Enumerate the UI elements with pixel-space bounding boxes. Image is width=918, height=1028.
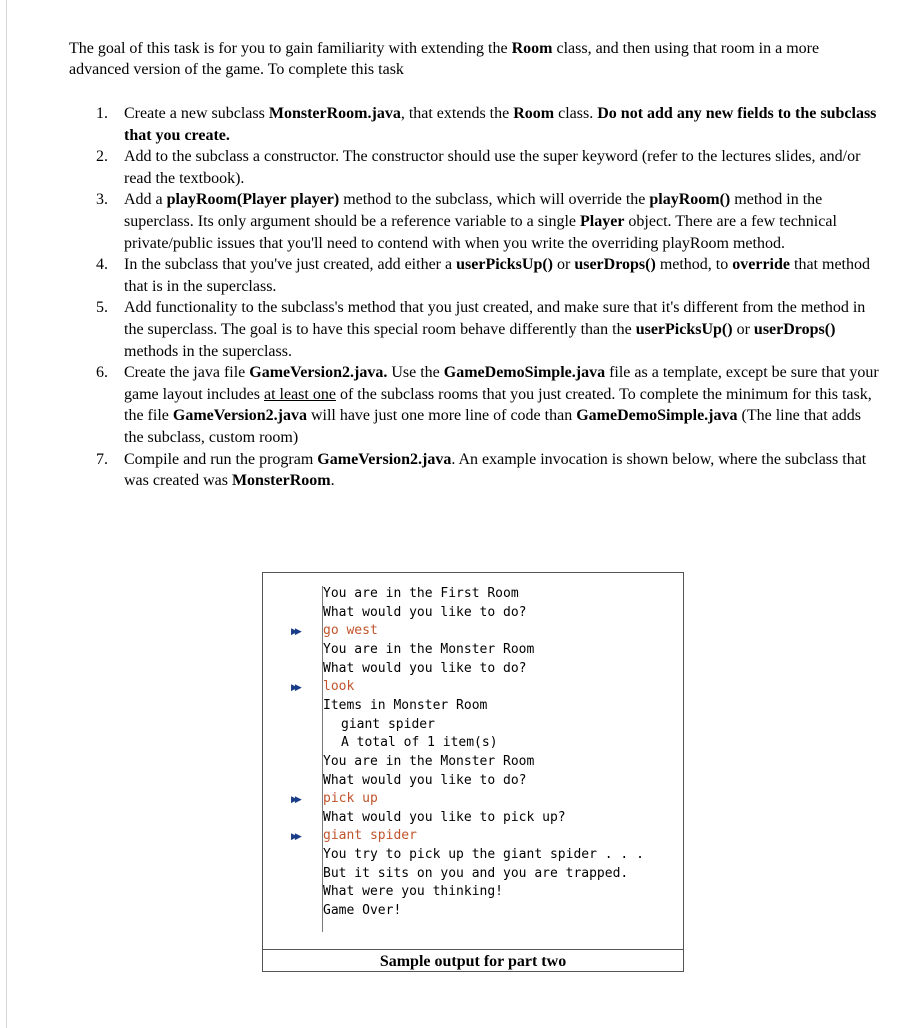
- console-line: What would you like to do?: [323, 772, 527, 788]
- console-line: You are in the First Room: [323, 586, 519, 601]
- page-edge: [6, 0, 7, 1028]
- caption-divider: [263, 949, 683, 950]
- step-number: 4.: [96, 256, 108, 274]
- console-line: What would you like to do?: [323, 660, 527, 676]
- sample-caption: Sample output for part two: [379, 953, 567, 970]
- console-line: What were you thinking!: [323, 884, 504, 900]
- console-line: You are in the Monster Room: [323, 641, 535, 657]
- step-1: 1. Create a new subclass MonsterRoom.java, that extends the Room class. Do not add any new fields to the subclass that you create.: [96, 105, 877, 144]
- step-number: 6.: [96, 364, 108, 382]
- console-user-input: look: [323, 679, 355, 695]
- console-line: What would you like to pick up?: [323, 809, 566, 825]
- intro-paragraph: The goal of this task is for you to gain familiarity with extending the Room class, and then using that room in a more advanced version of the game. To complete this task: [69, 40, 820, 78]
- step-6: 6. Create the java file GameVersion2.java. Use the GameDemoSimple.java file as a template, except be sure that your game layout includes at least one of the subclass rooms that you just created. To complete the minimum for this task, the file GameVersion2.java will have just one more line of code than GameDemoSimple.java (The line that adds the subclass, custom room): [96, 364, 879, 446]
- console-user-input: go west: [323, 623, 378, 639]
- console-line: You try to pick up the giant spider . . .: [323, 847, 644, 863]
- console-line: But it sits on you and you are trapped.: [323, 865, 629, 881]
- input-arrow-icon: ▶▶: [291, 682, 299, 693]
- console-line: Game Over!: [323, 903, 402, 919]
- console-user-input: giant spider: [323, 828, 417, 844]
- console-user-input: pick up: [323, 791, 378, 807]
- step-2: 2. Add to the subclass a constructor. The constructor should use the super keyword (refer to the lectures slides, and/or read the textbook).: [96, 148, 861, 187]
- input-arrow-icon: ▶▶: [291, 794, 299, 805]
- console-line: What would you like to do?: [323, 604, 527, 620]
- step-3: 3. Add a playRoom(Player player) method to the subclass, which will override the playRoom() method in the superclass. Its only argument should be a reference variable to a single Player object. There are a few technical private/public issues that you'll need to contend with when you write the overriding playRoom method.: [96, 191, 837, 252]
- step-number: 7.: [96, 450, 108, 468]
- input-arrow-icon: ▶▶: [291, 831, 299, 842]
- input-arrow-icon: ▶▶: [291, 626, 299, 637]
- step-4: 4. In the subclass that you've just created, add either a userPicksUp() or userDrops() method, to override that method that is in the superclass.: [96, 256, 870, 295]
- step-number: 1.: [96, 105, 108, 122]
- step-number: 5.: [96, 299, 108, 317]
- console-line: giant spider: [341, 716, 435, 732]
- sample-output-box: [262, 572, 684, 972]
- console-line: A total of 1 item(s): [341, 735, 498, 751]
- step-number: 2.: [96, 148, 108, 166]
- step-7: 7. Compile and run the program GameVersion2.java. An example invocation is shown below, where the subclass that was created was MonsterRoom.: [96, 450, 867, 490]
- console-line: Items in Monster Room: [323, 697, 488, 713]
- step-number: 3.: [96, 191, 108, 209]
- step-5: 5. Add functionality to the subclass's method that you just created, and make sure that it's different from the method in the superclass. The goal is to have this special room behave differently than the userPicksUp() or userDrops() methods in the superclass.: [96, 299, 866, 360]
- task-steps-list: [69, 103, 879, 492]
- console-line: You are in the Monster Room: [323, 753, 535, 769]
